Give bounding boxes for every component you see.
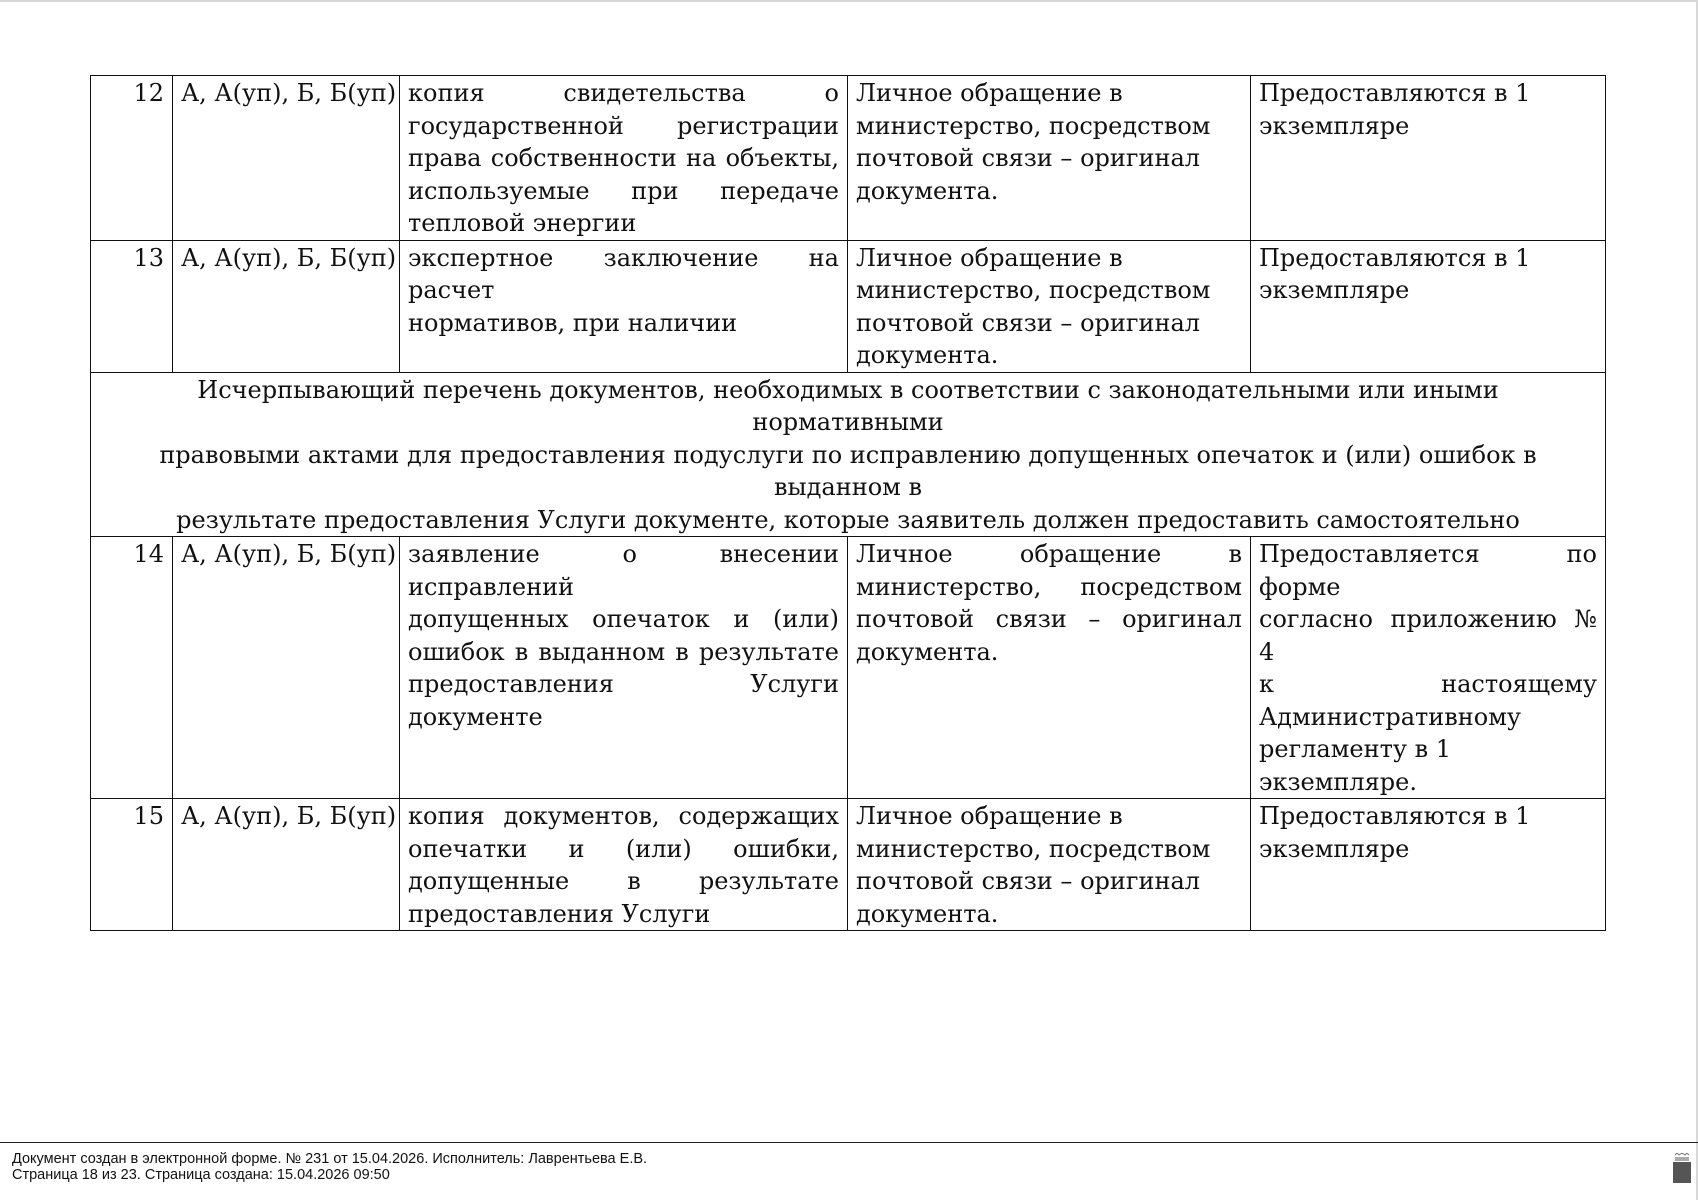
document-line: опечатки и (или) ошибки, (408, 834, 839, 863)
submission-method (848, 799, 1251, 931)
document-line: допущенные в результате (408, 867, 839, 895)
method-line: Личное обращение в (856, 243, 1123, 272)
document-line: права собственности на объекты, (408, 144, 839, 172)
submission-note (1251, 76, 1606, 241)
applicant-category: А, А(уп), Б, Б(уп) (173, 537, 400, 799)
document-line: копия документов, содержащих (408, 802, 839, 830)
document-line: предоставления Услуги документе (408, 670, 839, 731)
note-line: Предоставляются в 1 (1259, 243, 1531, 272)
method-line: почтовой связи – оригинал (856, 605, 1242, 633)
method-line: почтовой связи – оригинал (856, 867, 1200, 895)
method-line: Личное обращение в (856, 540, 1242, 568)
table-row (91, 240, 1606, 372)
document-description (400, 240, 848, 372)
document-line: нормативов, при наличии (408, 308, 738, 337)
submission-method (848, 76, 1251, 241)
method-line: документа. (856, 341, 999, 369)
row-number: 14 (91, 537, 173, 799)
document-line: тепловой энергии (408, 209, 637, 237)
submission-method (848, 537, 1251, 799)
note-line: согласно приложению № 4 (1259, 605, 1597, 666)
note-line: регламенту в 1 экземпляре. (1259, 735, 1451, 796)
page-footer (0, 1142, 1698, 1183)
documents-table (90, 75, 1606, 931)
method-line: документа. (856, 637, 999, 666)
method-line: министерство, посредством (856, 111, 1211, 140)
method-line: документа. (856, 899, 999, 928)
document-line: экспертное заключение на расчет (408, 243, 839, 304)
submission-method (848, 240, 1251, 372)
method-line: Личное обращение в (856, 802, 1123, 830)
page-top-border (0, 0, 1698, 2)
note-line: экземпляре (1259, 276, 1410, 304)
method-line: документа. (856, 176, 999, 205)
table-row (91, 537, 1606, 799)
submission-note (1251, 240, 1606, 372)
method-line: почтовой связи – оригинал (856, 144, 1200, 172)
applicant-category: А, А(уп), Б, Б(уп) (173, 799, 400, 931)
section-header-line: результате предоставления Услуги документе, которые заявитель должен предоставить самостоятельно (176, 505, 1520, 534)
document-line: допущенных опечаток и (или) (408, 605, 839, 633)
applicant-category: А, А(уп), Б, Б(уп) (173, 240, 400, 372)
table-row (91, 799, 1606, 931)
note-line: Предоставляются в 1 (1259, 79, 1531, 107)
method-line: почтовой связи – оригинал (856, 308, 1200, 337)
section-header (91, 372, 1606, 537)
document-line: предоставления Услуги (408, 899, 711, 928)
applicant-category: А, А(уп), Б, Б(уп) (173, 76, 400, 241)
footer-text (12, 1151, 647, 1183)
method-line: министерство, посредством (856, 834, 1211, 863)
document-line: копия свидетельства о (408, 79, 839, 107)
row-number: 12 (91, 76, 173, 241)
note-line: Административному (1259, 702, 1522, 731)
method-line: министерство, посредством (856, 572, 1242, 601)
document-description (400, 537, 848, 799)
note-line: Предоставляются в 1 (1259, 802, 1531, 830)
note-line: к настоящему (1259, 670, 1597, 698)
method-line: Личное обращение в (856, 79, 1123, 107)
note-line: Предоставляется по форме (1259, 540, 1597, 601)
document-description (400, 76, 848, 241)
document-line: используемые при передаче (408, 176, 839, 205)
document-stamp-icon (1672, 1153, 1692, 1183)
method-line: министерство, посредством (856, 276, 1211, 304)
row-number: 15 (91, 799, 173, 931)
document-description (400, 799, 848, 931)
footer-document-info: Документ создан в электронной форме. № 231 от 15.04.2026. Исполнитель: Лаврентьева Е.В. (12, 1151, 648, 1167)
document-line: государственной регистрации (408, 111, 839, 140)
note-line: экземпляре (1259, 111, 1410, 140)
submission-note (1251, 537, 1606, 799)
document-line: заявление о внесении исправлений (408, 540, 839, 601)
table-row (91, 76, 1606, 241)
row-number: 13 (91, 240, 173, 372)
document-line: ошибок в выданном в результате (408, 637, 839, 666)
note-line: экземпляре (1259, 834, 1410, 863)
section-header-line: правовыми актами для предоставления подуслуги по исправлению допущенных опечаток и (или) ошибок в выданном в (159, 440, 1537, 501)
footer-page-info: Страница 18 из 23. Страница создана: 15.04.2026 09:50 (12, 1167, 390, 1183)
section-header-line: Исчерпывающий перечень документов, необходимых в соответствии с законодательными или иными нормативными (197, 375, 1499, 436)
submission-note (1251, 799, 1606, 931)
section-header-row (91, 372, 1606, 537)
